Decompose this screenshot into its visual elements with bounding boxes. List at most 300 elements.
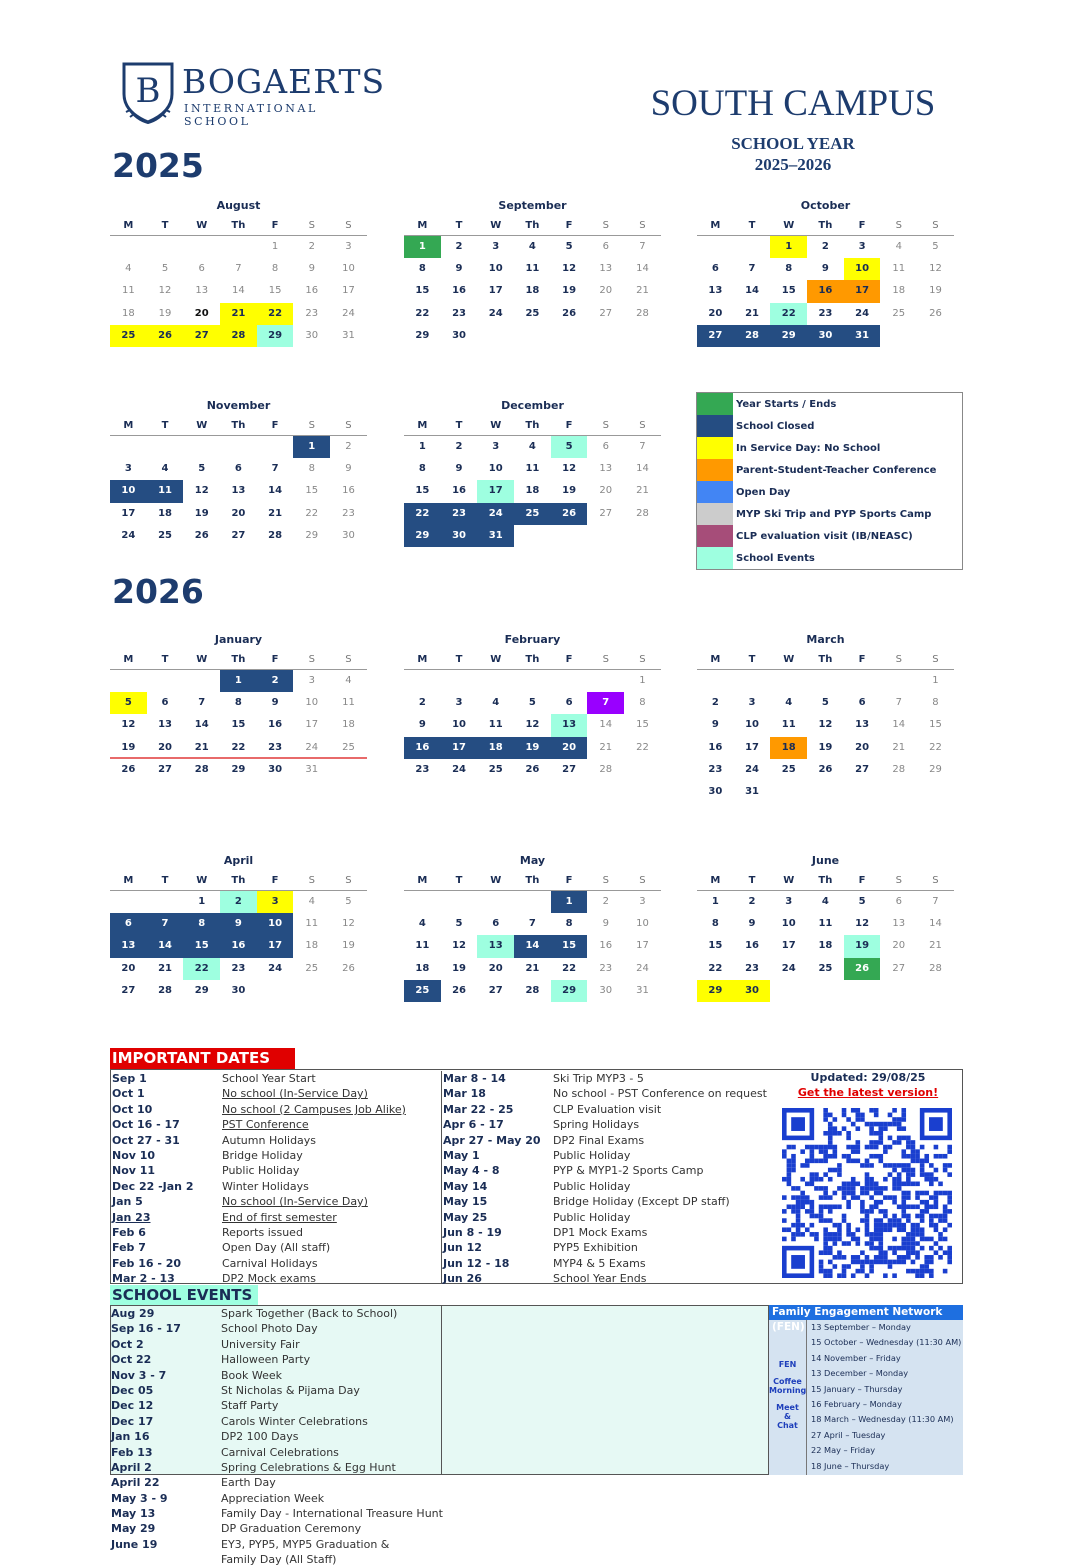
day-cell: 19 bbox=[452, 962, 466, 974]
day-cell: 16 bbox=[268, 719, 283, 731]
day-cell: 20 bbox=[551, 737, 588, 759]
month-name: February bbox=[504, 633, 561, 646]
day-grid bbox=[697, 670, 954, 803]
day-cell: 15 bbox=[183, 935, 220, 957]
weekday-label: M bbox=[710, 220, 721, 231]
day-cell: 1 bbox=[711, 896, 719, 907]
list-item bbox=[112, 1240, 441, 1255]
day-cell: 6 bbox=[161, 697, 169, 709]
day-cell: 7 bbox=[587, 692, 624, 714]
day-cell: 22 bbox=[305, 507, 319, 519]
day-cell: 29 bbox=[770, 325, 807, 347]
list-item bbox=[443, 1148, 773, 1163]
empty-cell bbox=[551, 670, 588, 692]
month-january bbox=[110, 630, 367, 781]
weekday-header bbox=[404, 650, 661, 670]
weekday-label: W bbox=[196, 875, 208, 886]
list-item bbox=[111, 1460, 441, 1475]
list-item bbox=[443, 1225, 773, 1240]
weekday-label: S bbox=[308, 420, 315, 431]
day-cell: 4 bbox=[345, 675, 352, 686]
weekday-label: S bbox=[639, 220, 646, 231]
day-cell: 27 bbox=[183, 325, 220, 347]
day-grid bbox=[697, 891, 954, 1002]
day-cell: 10 bbox=[452, 719, 466, 731]
item-date: Sep 1 bbox=[112, 1072, 147, 1085]
day-cell: 22 bbox=[636, 741, 649, 753]
weekday-label: T bbox=[748, 875, 756, 886]
day-cell: 11 bbox=[147, 480, 184, 502]
month-november bbox=[110, 396, 367, 547]
item-date: May 15 bbox=[443, 1195, 488, 1209]
day-cell: 5 bbox=[198, 463, 206, 475]
day-cell: 26 bbox=[562, 307, 577, 319]
qr-code-icon[interactable] bbox=[782, 1108, 952, 1278]
day-cell: 2 bbox=[455, 241, 463, 252]
weekday-label: Th bbox=[525, 220, 540, 231]
list-item bbox=[443, 1102, 773, 1117]
day-cell: 27 bbox=[488, 984, 503, 996]
day-cell: 28 bbox=[220, 325, 257, 347]
day-cell: 12 bbox=[562, 463, 577, 475]
day-cell: 14 bbox=[892, 719, 906, 731]
day-cell: 15 bbox=[551, 935, 588, 957]
day-cell: 23 bbox=[342, 507, 355, 519]
crest-icon bbox=[120, 60, 176, 126]
day-cell: 12 bbox=[194, 485, 209, 497]
day-cell: 5 bbox=[932, 241, 939, 252]
day-cell: 26 bbox=[147, 325, 184, 347]
day-cell: 7 bbox=[198, 697, 206, 709]
item-date: Nov 10 bbox=[112, 1148, 156, 1162]
day-cell: 15 bbox=[636, 719, 649, 731]
weekday-label: W bbox=[490, 420, 502, 431]
day-cell: 1 bbox=[639, 675, 646, 686]
school-year-heading bbox=[640, 133, 946, 175]
day-cell: 31 bbox=[305, 763, 319, 775]
day-cell: 25 bbox=[781, 763, 796, 775]
item-event: Staff Party bbox=[221, 1399, 279, 1413]
day-cell: 8 bbox=[418, 263, 426, 275]
day-cell: 20 bbox=[599, 285, 613, 297]
school-logo bbox=[120, 60, 386, 128]
day-cell: 11 bbox=[892, 263, 906, 275]
day-cell: 26 bbox=[121, 763, 136, 775]
year-2026-heading: 2026 bbox=[112, 572, 204, 611]
day-cell: 2 bbox=[455, 441, 463, 452]
day-cell: 18 bbox=[525, 485, 540, 497]
day-cell: 19 bbox=[562, 285, 577, 297]
day-cell: 14 bbox=[636, 463, 649, 475]
day-cell: 7 bbox=[147, 913, 184, 935]
day-cell: 19 bbox=[342, 940, 355, 952]
day-cell: 7 bbox=[639, 241, 646, 252]
item-date: May 14 bbox=[443, 1179, 488, 1193]
day-cell: 29 bbox=[404, 525, 441, 547]
legend bbox=[696, 392, 963, 570]
day-cell: 2 bbox=[308, 241, 315, 252]
list-item bbox=[443, 1071, 773, 1086]
empty-cell bbox=[477, 891, 514, 913]
day-cell: 22 bbox=[220, 737, 257, 759]
legend-label: In Service Day: No School bbox=[736, 442, 881, 454]
item-event: St Nicholas & Pijama Day bbox=[221, 1383, 360, 1397]
weekday-label: F bbox=[271, 220, 279, 231]
item-date: Dec 05 bbox=[111, 1383, 154, 1397]
weekday-header bbox=[110, 416, 367, 436]
day-cell: 26 bbox=[844, 958, 881, 980]
item-event: DP2 Mock exams bbox=[222, 1272, 317, 1286]
item-event: Ski Trip MYP3 - 5 bbox=[553, 1072, 644, 1085]
day-cell: 1 bbox=[293, 436, 330, 458]
day-cell: 11 bbox=[781, 719, 796, 731]
weekday-label: Th bbox=[231, 220, 246, 231]
legend-label: CLP evaluation visit (IB/NEASC) bbox=[736, 530, 913, 542]
day-cell: 21 bbox=[183, 737, 220, 759]
day-cell: 16 bbox=[305, 285, 319, 297]
day-cell: 17 bbox=[745, 741, 759, 753]
day-cell: 21 bbox=[745, 307, 759, 319]
day-cell: 14 bbox=[745, 285, 759, 297]
list-item bbox=[443, 1133, 773, 1148]
day-cell: 25 bbox=[404, 980, 441, 1002]
day-cell: 24 bbox=[268, 962, 283, 974]
day-cell: 13 bbox=[158, 719, 172, 731]
day-cell: 6 bbox=[110, 913, 147, 935]
day-cell: 12 bbox=[121, 719, 136, 731]
item-event: PYP5 Exhibition bbox=[553, 1241, 638, 1255]
item-event: Public Holiday bbox=[222, 1164, 300, 1178]
day-cell: 24 bbox=[488, 307, 503, 319]
day-cell: 24 bbox=[745, 763, 759, 775]
weekday-label: M bbox=[123, 654, 134, 665]
day-cell: 13 bbox=[551, 714, 588, 736]
day-cell: 30 bbox=[305, 329, 319, 341]
empty-cell bbox=[734, 670, 771, 692]
day-cell: 10 bbox=[488, 463, 503, 475]
item-event: Book Week bbox=[221, 1368, 283, 1382]
day-cell: 8 bbox=[565, 918, 573, 930]
day-cell: 18 bbox=[415, 962, 430, 974]
day-cell: 16 bbox=[452, 485, 466, 497]
day-cell: 6 bbox=[711, 263, 719, 275]
day-cell: 25 bbox=[330, 737, 367, 759]
day-cell: 1 bbox=[220, 670, 257, 692]
day-cell: 27 bbox=[599, 507, 613, 519]
item-date: May 13 bbox=[111, 1507, 156, 1521]
day-cell: 28 bbox=[158, 984, 172, 996]
legend-item bbox=[697, 459, 962, 481]
day-cell: 3 bbox=[858, 241, 866, 252]
item-date: April 2 bbox=[111, 1460, 152, 1474]
day-cell: 31 bbox=[636, 984, 649, 996]
school-events-right bbox=[111, 1429, 441, 1568]
latest-version-link[interactable]: Get the latest version! bbox=[797, 1086, 939, 1099]
empty-cell bbox=[807, 670, 844, 692]
item-event: Autumn Holidays bbox=[222, 1133, 317, 1147]
item-date: Oct 10 bbox=[112, 1102, 153, 1116]
day-cell: 9 bbox=[821, 263, 829, 275]
day-cell: 29 bbox=[929, 763, 942, 775]
day-cell: 25 bbox=[158, 529, 172, 541]
legend-item bbox=[697, 525, 962, 547]
day-cell: 20 bbox=[147, 737, 184, 759]
empty-cell bbox=[110, 891, 147, 913]
day-cell: 22 bbox=[929, 741, 942, 753]
weekday-label: S bbox=[345, 420, 352, 431]
empty-cell bbox=[147, 670, 184, 692]
item-date: Dec 22 -Jan 2 bbox=[112, 1179, 194, 1193]
weekday-label: T bbox=[161, 220, 169, 231]
day-cell: 8 bbox=[639, 697, 646, 709]
day-cell: 25 bbox=[892, 307, 906, 319]
day-cell: 26 bbox=[452, 984, 466, 996]
day-cell: 31 bbox=[342, 329, 355, 341]
list-item bbox=[112, 1179, 441, 1194]
day-cell: 9 bbox=[308, 263, 315, 275]
legend-item bbox=[697, 437, 962, 459]
item-event: Bridge Holiday bbox=[222, 1148, 303, 1162]
weekday-label: F bbox=[565, 654, 573, 665]
day-cell: 27 bbox=[158, 763, 172, 775]
day-cell: 14 bbox=[194, 719, 209, 731]
day-grid bbox=[110, 236, 367, 347]
weekday-header bbox=[404, 871, 661, 891]
empty-cell bbox=[441, 670, 478, 692]
day-cell: 21 bbox=[636, 285, 649, 297]
day-cell: 8 bbox=[932, 697, 939, 709]
day-cell: 11 bbox=[305, 918, 319, 930]
fen-labels bbox=[769, 1320, 807, 1475]
day-cell: 3 bbox=[748, 697, 756, 709]
empty-cell bbox=[183, 670, 220, 692]
day-cell: 30 bbox=[441, 525, 478, 547]
item-event: No school (In-Service Day) bbox=[222, 1087, 368, 1101]
day-cell: 26 bbox=[194, 529, 209, 541]
weekday-label: T bbox=[161, 875, 169, 886]
list-item bbox=[111, 1337, 441, 1352]
day-cell: 3 bbox=[785, 896, 793, 907]
day-cell: 18 bbox=[818, 940, 833, 952]
day-cell: 5 bbox=[528, 697, 536, 709]
list-item bbox=[112, 1102, 441, 1117]
weekday-label: T bbox=[748, 654, 756, 665]
legend-label: School Closed bbox=[736, 420, 815, 432]
day-cell: 18 bbox=[305, 940, 319, 952]
day-cell: 23 bbox=[231, 962, 246, 974]
weekday-label: M bbox=[417, 420, 428, 431]
weekday-label: F bbox=[858, 875, 866, 886]
empty-cell bbox=[697, 236, 734, 258]
day-cell: 11 bbox=[415, 940, 430, 952]
weekday-label: S bbox=[932, 220, 939, 231]
day-cell: 19 bbox=[818, 741, 833, 753]
item-date: May 4 - 8 bbox=[443, 1164, 500, 1178]
month-september bbox=[404, 196, 661, 347]
day-cell: 27 bbox=[562, 763, 577, 775]
legend-swatch bbox=[697, 481, 733, 503]
day-cell: 3 bbox=[639, 896, 646, 907]
legend-swatch bbox=[697, 415, 733, 437]
day-cell: 25 bbox=[514, 503, 551, 525]
item-event: PST Conference bbox=[222, 1118, 309, 1132]
weekday-label: S bbox=[932, 875, 939, 886]
legend-swatch bbox=[697, 547, 733, 569]
item-event: DP2 Final Exams bbox=[553, 1133, 645, 1147]
day-cell: 6 bbox=[602, 441, 609, 452]
item-date: May 3 - 9 bbox=[111, 1491, 168, 1505]
day-cell: 17 bbox=[441, 737, 478, 759]
day-cell: 4 bbox=[418, 918, 426, 930]
day-cell: 9 bbox=[711, 719, 719, 731]
weekday-label: Th bbox=[818, 875, 833, 886]
day-cell: 17 bbox=[342, 285, 355, 297]
day-cell: 11 bbox=[818, 918, 833, 930]
day-cell: 24 bbox=[121, 529, 136, 541]
weekday-label: Th bbox=[231, 420, 246, 431]
day-cell: 1 bbox=[271, 241, 279, 252]
day-cell: 13 bbox=[708, 285, 723, 297]
weekday-label: F bbox=[858, 220, 866, 231]
day-cell: 7 bbox=[932, 896, 939, 907]
day-cell: 20 bbox=[231, 507, 246, 519]
day-cell: 4 bbox=[528, 241, 536, 252]
fen-date-item: 13 December – Monday bbox=[811, 1368, 909, 1379]
legend-swatch bbox=[697, 393, 733, 415]
day-cell: 18 bbox=[892, 285, 906, 297]
day-cell: 10 bbox=[305, 697, 319, 709]
weekday-label: W bbox=[196, 654, 208, 665]
day-cell: 25 bbox=[305, 962, 319, 974]
month-name: October bbox=[800, 199, 851, 212]
weekday-label: S bbox=[602, 875, 609, 886]
day-cell: 5 bbox=[345, 896, 352, 907]
day-cell: 7 bbox=[895, 697, 902, 709]
day-cell: 28 bbox=[525, 984, 540, 996]
day-cell: 20 bbox=[599, 485, 613, 497]
day-cell: 27 bbox=[697, 325, 734, 347]
empty-cell bbox=[147, 236, 184, 258]
item-date: Nov 11 bbox=[112, 1164, 156, 1178]
day-cell: 5 bbox=[455, 918, 463, 930]
day-cell: 17 bbox=[257, 935, 294, 957]
month-name: September bbox=[498, 199, 567, 212]
item-date: May 1 bbox=[443, 1148, 480, 1162]
item-date: Dec 17 bbox=[111, 1414, 154, 1428]
item-date: Dec 12 bbox=[111, 1399, 154, 1413]
day-cell: 7 bbox=[528, 918, 536, 930]
day-cell: 16 bbox=[708, 741, 723, 753]
day-cell: 3 bbox=[124, 463, 132, 475]
item-event: CLP Evaluation visit bbox=[553, 1102, 662, 1116]
day-cell: 12 bbox=[158, 285, 172, 297]
list-item bbox=[111, 1521, 441, 1536]
item-date: Mar 2 - 13 bbox=[112, 1272, 175, 1286]
list-item bbox=[111, 1321, 441, 1336]
empty-cell bbox=[514, 891, 551, 913]
list-item bbox=[443, 1240, 773, 1255]
list-item bbox=[111, 1475, 441, 1490]
day-cell: 19 bbox=[514, 737, 551, 759]
day-cell: 18 bbox=[525, 285, 540, 297]
day-cell: 17 bbox=[477, 480, 514, 502]
day-cell: 30 bbox=[599, 984, 613, 996]
day-cell: 14 bbox=[232, 285, 245, 297]
list-item bbox=[112, 1210, 441, 1225]
day-cell: 9 bbox=[345, 463, 352, 475]
day-cell: 29 bbox=[231, 763, 246, 775]
empty-cell bbox=[404, 891, 441, 913]
weekday-label: F bbox=[565, 420, 573, 431]
day-cell: 29 bbox=[305, 529, 319, 541]
weekday-label: S bbox=[895, 654, 902, 665]
item-date: Oct 27 - 31 bbox=[112, 1133, 180, 1147]
weekday-label: W bbox=[490, 654, 502, 665]
weekday-label: S bbox=[345, 220, 352, 231]
weekday-label: T bbox=[455, 220, 463, 231]
list-item bbox=[111, 1506, 441, 1521]
day-cell: 22 bbox=[770, 303, 807, 325]
fen-date-item: 22 May – Friday bbox=[811, 1445, 876, 1456]
item-date: Apr 27 - May 20 bbox=[443, 1133, 541, 1147]
day-cell: 24 bbox=[342, 307, 355, 319]
month-april bbox=[110, 851, 367, 1002]
day-cell: 22 bbox=[257, 303, 294, 325]
list-item bbox=[443, 1271, 773, 1286]
list-item bbox=[111, 1368, 441, 1383]
day-cell: 10 bbox=[488, 263, 503, 275]
day-cell: 29 bbox=[415, 329, 430, 341]
day-cell: 12 bbox=[342, 918, 355, 930]
day-cell: 6 bbox=[602, 241, 609, 252]
day-cell: 27 bbox=[231, 529, 246, 541]
item-event: MYP4 & 5 Exams bbox=[553, 1256, 646, 1270]
day-cell: 12 bbox=[855, 918, 870, 930]
day-cell: 13 bbox=[231, 485, 246, 497]
weekday-label: S bbox=[639, 420, 646, 431]
day-cell: 18 bbox=[342, 719, 355, 731]
list-item bbox=[443, 1256, 773, 1271]
day-cell: 23 bbox=[452, 307, 466, 319]
weekday-label: S bbox=[345, 875, 352, 886]
item-date: Jan 16 bbox=[111, 1430, 150, 1444]
empty-cell bbox=[110, 436, 147, 458]
day-grid bbox=[404, 891, 661, 1002]
day-cell: 17 bbox=[844, 280, 881, 302]
day-cell: 27 bbox=[599, 307, 613, 319]
weekday-label: Th bbox=[231, 875, 246, 886]
day-cell: 1 bbox=[418, 441, 426, 452]
item-date: Oct 16 - 17 bbox=[112, 1118, 180, 1132]
day-cell: 11 bbox=[121, 285, 135, 297]
weekday-label: T bbox=[455, 654, 463, 665]
empty-cell bbox=[147, 891, 184, 913]
day-cell: 23 bbox=[257, 737, 294, 759]
day-cell: 2 bbox=[257, 670, 294, 692]
day-cell: 9 bbox=[748, 918, 756, 930]
item-date: May 25 bbox=[443, 1210, 488, 1224]
day-cell: 17 bbox=[781, 940, 796, 952]
weekday-label: T bbox=[161, 420, 169, 431]
item-event: Winter Holidays bbox=[222, 1179, 309, 1193]
weekday-label: S bbox=[602, 654, 609, 665]
day-cell: 30 bbox=[452, 329, 466, 341]
fen-box bbox=[768, 1305, 963, 1475]
fen-title: Family Engagement Network (FEN) bbox=[769, 1305, 963, 1320]
day-cell: 14 bbox=[514, 935, 551, 957]
empty-cell bbox=[477, 670, 514, 692]
list-item bbox=[112, 1225, 441, 1240]
